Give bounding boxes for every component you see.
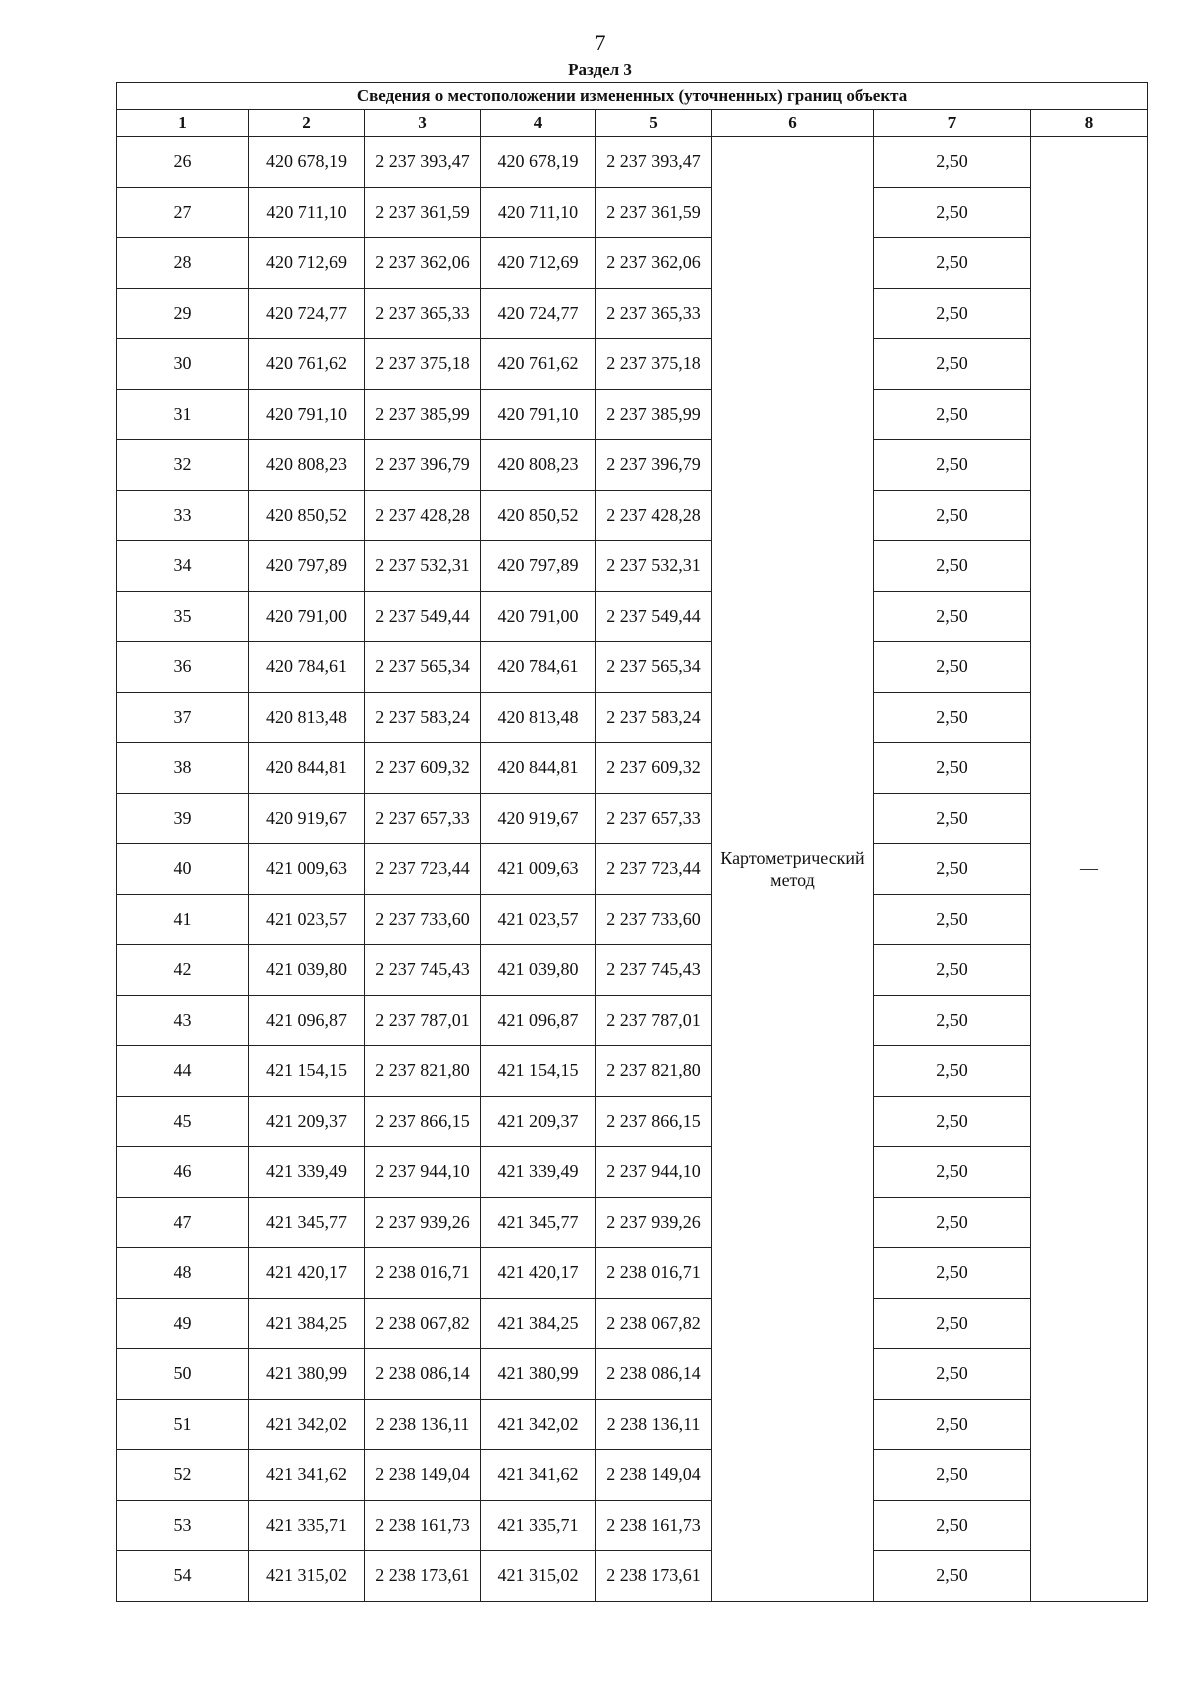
accuracy-cell: 2,50 (874, 490, 1031, 541)
x-new-cell: 421 420,17 (481, 1248, 596, 1299)
point-number-cell: 28 (117, 238, 249, 289)
x-new-cell: 420 712,69 (481, 238, 596, 289)
accuracy-cell: 2,50 (874, 339, 1031, 390)
accuracy-cell: 2,50 (874, 945, 1031, 996)
x-old-cell: 420 678,19 (249, 137, 365, 188)
y-new-cell: 2 237 428,28 (596, 490, 712, 541)
y-new-cell: 2 237 821,80 (596, 1046, 712, 1097)
table-row (117, 1298, 1148, 1349)
accuracy-cell: 2,50 (874, 642, 1031, 693)
accuracy-cell: 2,50 (874, 238, 1031, 289)
x-new-cell: 421 209,37 (481, 1096, 596, 1147)
x-old-cell: 420 813,48 (249, 692, 365, 743)
column-numbers-row (117, 110, 1148, 137)
x-old-cell: 420 711,10 (249, 187, 365, 238)
accuracy-cell: 2,50 (874, 440, 1031, 491)
x-old-cell: 420 761,62 (249, 339, 365, 390)
y-new-cell: 2 237 532,31 (596, 541, 712, 592)
column8-dash-cell: — (1031, 137, 1148, 1602)
accuracy-cell: 2,50 (874, 743, 1031, 794)
table-row (117, 1197, 1148, 1248)
x-old-cell: 421 384,25 (249, 1298, 365, 1349)
accuracy-cell: 2,50 (874, 844, 1031, 895)
y-old-cell: 2 237 428,28 (365, 490, 481, 541)
x-old-cell: 421 339,49 (249, 1147, 365, 1198)
x-old-cell: 420 850,52 (249, 490, 365, 541)
table-row (117, 440, 1148, 491)
y-new-cell: 2 238 016,71 (596, 1248, 712, 1299)
x-old-cell: 420 844,81 (249, 743, 365, 794)
x-new-cell: 421 384,25 (481, 1298, 596, 1349)
x-old-cell: 421 039,80 (249, 945, 365, 996)
accuracy-cell: 2,50 (874, 1248, 1031, 1299)
accuracy-cell: 2,50 (874, 1450, 1031, 1501)
accuracy-cell: 2,50 (874, 1551, 1031, 1602)
x-new-cell: 420 813,48 (481, 692, 596, 743)
x-old-cell: 420 808,23 (249, 440, 365, 491)
y-new-cell: 2 237 733,60 (596, 894, 712, 945)
accuracy-cell: 2,50 (874, 692, 1031, 743)
table-row (117, 541, 1148, 592)
x-new-cell: 421 342,02 (481, 1399, 596, 1450)
y-new-cell: 2 238 067,82 (596, 1298, 712, 1349)
accuracy-cell: 2,50 (874, 894, 1031, 945)
point-number-cell: 35 (117, 591, 249, 642)
point-number-cell: 30 (117, 339, 249, 390)
y-old-cell: 2 237 396,79 (365, 440, 481, 491)
x-new-cell: 421 339,49 (481, 1147, 596, 1198)
table-row (117, 995, 1148, 1046)
x-new-cell: 420 761,62 (481, 339, 596, 390)
point-number-cell: 27 (117, 187, 249, 238)
table-row (117, 1399, 1148, 1450)
point-number-cell: 45 (117, 1096, 249, 1147)
table-row (117, 1349, 1148, 1400)
x-new-cell: 420 797,89 (481, 541, 596, 592)
y-old-cell: 2 237 375,18 (365, 339, 481, 390)
accuracy-cell: 2,50 (874, 1147, 1031, 1198)
y-new-cell: 2 238 086,14 (596, 1349, 712, 1400)
x-old-cell: 420 784,61 (249, 642, 365, 693)
x-new-cell: 421 380,99 (481, 1349, 596, 1400)
y-old-cell: 2 237 723,44 (365, 844, 481, 895)
accuracy-cell: 2,50 (874, 187, 1031, 238)
column-number-8: 8 (1031, 110, 1148, 137)
x-new-cell: 420 678,19 (481, 137, 596, 188)
y-old-cell: 2 238 136,11 (365, 1399, 481, 1450)
column-number-6: 6 (712, 110, 874, 137)
table-row (117, 844, 1148, 895)
accuracy-cell: 2,50 (874, 995, 1031, 1046)
y-old-cell: 2 237 657,33 (365, 793, 481, 844)
accuracy-cell: 2,50 (874, 1500, 1031, 1551)
y-old-cell: 2 237 939,26 (365, 1197, 481, 1248)
x-old-cell: 420 724,77 (249, 288, 365, 339)
x-old-cell: 420 712,69 (249, 238, 365, 289)
y-new-cell: 2 237 745,43 (596, 945, 712, 996)
x-new-cell: 420 791,00 (481, 591, 596, 642)
accuracy-cell: 2,50 (874, 1349, 1031, 1400)
y-new-cell: 2 237 396,79 (596, 440, 712, 491)
y-new-cell: 2 237 362,06 (596, 238, 712, 289)
point-number-cell: 31 (117, 389, 249, 440)
y-old-cell: 2 237 944,10 (365, 1147, 481, 1198)
y-old-cell: 2 238 086,14 (365, 1349, 481, 1400)
coordinates-table (116, 82, 1148, 1602)
x-old-cell: 421 335,71 (249, 1500, 365, 1551)
y-new-cell: 2 237 565,34 (596, 642, 712, 693)
y-new-cell: 2 237 944,10 (596, 1147, 712, 1198)
y-old-cell: 2 237 393,47 (365, 137, 481, 188)
y-new-cell: 2 237 549,44 (596, 591, 712, 642)
x-new-cell: 420 711,10 (481, 187, 596, 238)
method-text: Картометрический метод (720, 847, 865, 890)
accuracy-cell: 2,50 (874, 541, 1031, 592)
accuracy-cell: 2,50 (874, 1096, 1031, 1147)
x-new-cell: 420 850,52 (481, 490, 596, 541)
point-number-cell: 29 (117, 288, 249, 339)
y-old-cell: 2 238 016,71 (365, 1248, 481, 1299)
point-number-cell: 40 (117, 844, 249, 895)
point-number-cell: 43 (117, 995, 249, 1046)
point-number-cell: 33 (117, 490, 249, 541)
x-old-cell: 420 791,00 (249, 591, 365, 642)
y-old-cell: 2 237 361,59 (365, 187, 481, 238)
y-old-cell: 2 237 583,24 (365, 692, 481, 743)
x-old-cell: 421 154,15 (249, 1046, 365, 1097)
y-new-cell: 2 238 161,73 (596, 1500, 712, 1551)
point-number-cell: 26 (117, 137, 249, 188)
accuracy-cell: 2,50 (874, 1298, 1031, 1349)
point-number-cell: 54 (117, 1551, 249, 1602)
x-old-cell: 421 341,62 (249, 1450, 365, 1501)
table-body (117, 137, 1148, 1602)
column-number-4: 4 (481, 110, 596, 137)
x-new-cell: 421 023,57 (481, 894, 596, 945)
table-row (117, 591, 1148, 642)
column-number-1: 1 (117, 110, 249, 137)
point-number-cell: 49 (117, 1298, 249, 1349)
page-number: 7 (594, 30, 606, 55)
x-new-cell: 421 335,71 (481, 1500, 596, 1551)
accuracy-cell: 2,50 (874, 591, 1031, 642)
point-number-cell: 36 (117, 642, 249, 693)
y-new-cell: 2 237 365,33 (596, 288, 712, 339)
column-number-3: 3 (365, 110, 481, 137)
column-number-7: 7 (874, 110, 1031, 137)
table-row (117, 1450, 1148, 1501)
point-number-cell: 44 (117, 1046, 249, 1097)
table-row (117, 137, 1148, 188)
x-old-cell: 421 345,77 (249, 1197, 365, 1248)
accuracy-cell: 2,50 (874, 137, 1031, 188)
table-row (117, 389, 1148, 440)
point-number-cell: 48 (117, 1248, 249, 1299)
y-new-cell: 2 237 866,15 (596, 1096, 712, 1147)
y-new-cell: 2 237 723,44 (596, 844, 712, 895)
x-new-cell: 420 844,81 (481, 743, 596, 794)
x-old-cell: 421 209,37 (249, 1096, 365, 1147)
y-new-cell: 2 237 361,59 (596, 187, 712, 238)
y-new-cell: 2 238 136,11 (596, 1399, 712, 1450)
y-new-cell: 2 237 657,33 (596, 793, 712, 844)
table-row (117, 1551, 1148, 1602)
x-new-cell: 421 096,87 (481, 995, 596, 1046)
x-old-cell: 421 420,17 (249, 1248, 365, 1299)
y-old-cell: 2 238 067,82 (365, 1298, 481, 1349)
x-new-cell: 420 724,77 (481, 288, 596, 339)
y-new-cell: 2 237 939,26 (596, 1197, 712, 1248)
y-old-cell: 2 237 787,01 (365, 995, 481, 1046)
y-new-cell: 2 237 787,01 (596, 995, 712, 1046)
y-new-cell: 2 238 173,61 (596, 1551, 712, 1602)
section-title: Раздел 3 (568, 60, 632, 79)
point-number-cell: 41 (117, 894, 249, 945)
y-new-cell: 2 238 149,04 (596, 1450, 712, 1501)
accuracy-cell: 2,50 (874, 1046, 1031, 1097)
x-new-cell: 420 808,23 (481, 440, 596, 491)
table-row (117, 642, 1148, 693)
y-old-cell: 2 237 821,80 (365, 1046, 481, 1097)
table-row (117, 894, 1148, 945)
point-number-cell: 53 (117, 1500, 249, 1551)
table-row (117, 1147, 1148, 1198)
table-row (117, 288, 1148, 339)
x-old-cell: 421 342,02 (249, 1399, 365, 1450)
y-new-cell: 2 237 393,47 (596, 137, 712, 188)
y-old-cell: 2 237 385,99 (365, 389, 481, 440)
y-old-cell: 2 238 161,73 (365, 1500, 481, 1551)
y-new-cell: 2 237 385,99 (596, 389, 712, 440)
point-number-cell: 47 (117, 1197, 249, 1248)
accuracy-cell: 2,50 (874, 288, 1031, 339)
y-old-cell: 2 237 532,31 (365, 541, 481, 592)
x-new-cell: 421 039,80 (481, 945, 596, 996)
y-old-cell: 2 237 362,06 (365, 238, 481, 289)
table-row (117, 1500, 1148, 1551)
x-old-cell: 421 009,63 (249, 844, 365, 895)
x-new-cell: 421 345,77 (481, 1197, 596, 1248)
point-number-cell: 38 (117, 743, 249, 794)
column-number-5: 5 (596, 110, 712, 137)
x-old-cell: 421 096,87 (249, 995, 365, 1046)
y-old-cell: 2 238 173,61 (365, 1551, 481, 1602)
point-number-cell: 32 (117, 440, 249, 491)
point-number-cell: 52 (117, 1450, 249, 1501)
x-new-cell: 421 154,15 (481, 1046, 596, 1097)
table-row (117, 187, 1148, 238)
point-number-cell: 51 (117, 1399, 249, 1450)
accuracy-cell: 2,50 (874, 1197, 1031, 1248)
point-number-cell: 42 (117, 945, 249, 996)
x-new-cell: 420 791,10 (481, 389, 596, 440)
table-row (117, 339, 1148, 390)
y-new-cell: 2 237 375,18 (596, 339, 712, 390)
y-new-cell: 2 237 583,24 (596, 692, 712, 743)
y-old-cell: 2 237 745,43 (365, 945, 481, 996)
accuracy-cell: 2,50 (874, 793, 1031, 844)
table-row (117, 692, 1148, 743)
x-new-cell: 420 919,67 (481, 793, 596, 844)
point-number-cell: 39 (117, 793, 249, 844)
table-row (117, 1096, 1148, 1147)
point-number-cell: 46 (117, 1147, 249, 1198)
table-row (117, 743, 1148, 794)
x-old-cell: 420 791,10 (249, 389, 365, 440)
table-row (117, 490, 1148, 541)
column-number-2: 2 (249, 110, 365, 137)
table-row (117, 238, 1148, 289)
table-row (117, 1046, 1148, 1097)
y-old-cell: 2 237 609,32 (365, 743, 481, 794)
x-new-cell: 421 341,62 (481, 1450, 596, 1501)
point-number-cell: 34 (117, 541, 249, 592)
y-old-cell: 2 237 733,60 (365, 894, 481, 945)
x-old-cell: 420 919,67 (249, 793, 365, 844)
table-row (117, 945, 1148, 996)
x-new-cell: 421 009,63 (481, 844, 596, 895)
y-new-cell: 2 237 609,32 (596, 743, 712, 794)
point-number-cell: 37 (117, 692, 249, 743)
x-new-cell: 421 315,02 (481, 1551, 596, 1602)
x-old-cell: 421 380,99 (249, 1349, 365, 1400)
x-old-cell: 421 315,02 (249, 1551, 365, 1602)
table-row (117, 1248, 1148, 1299)
x-old-cell: 420 797,89 (249, 541, 365, 592)
y-old-cell: 2 238 149,04 (365, 1450, 481, 1501)
x-old-cell: 421 023,57 (249, 894, 365, 945)
accuracy-cell: 2,50 (874, 1399, 1031, 1450)
table-caption: Сведения о местоположении измененных (уточненных) границ объекта (117, 83, 1148, 110)
y-old-cell: 2 237 866,15 (365, 1096, 481, 1147)
x-new-cell: 420 784,61 (481, 642, 596, 693)
y-old-cell: 2 237 565,34 (365, 642, 481, 693)
point-number-cell: 50 (117, 1349, 249, 1400)
accuracy-cell: 2,50 (874, 389, 1031, 440)
table-row (117, 793, 1148, 844)
y-old-cell: 2 237 549,44 (365, 591, 481, 642)
y-old-cell: 2 237 365,33 (365, 288, 481, 339)
method-cell (712, 137, 874, 1602)
